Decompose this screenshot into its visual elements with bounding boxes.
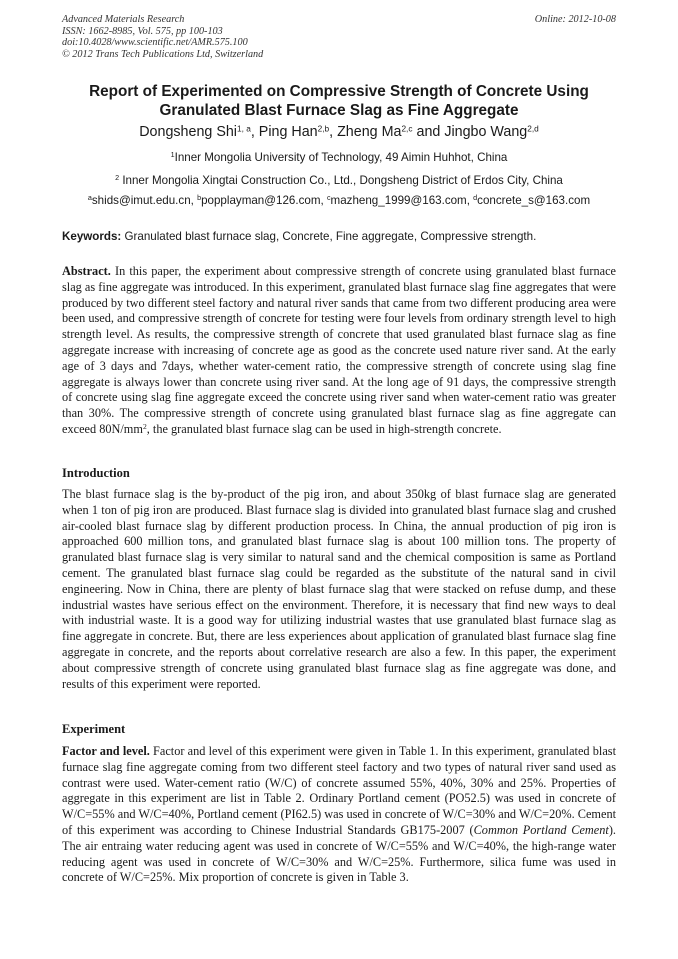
experiment-text-end: ). The air entraing water reducing agent was used in concrete of W/C=55% and W/C=40%, the high-range water reducing agent was used in concrete of W/C=30% and W/C=25%. Furthermore, silica fume was used in concrete of W/C=25%. Mix proportion of concrete is given in Table 3. <box>62 822 616 885</box>
issn: ISSN: 1662-8985, Vol. 575, pp 100-103 <box>62 25 223 37</box>
author-sup: 2,c <box>401 123 413 134</box>
email-sup: a <box>87 193 92 203</box>
author-name: Ping Han <box>258 124 318 140</box>
affiliation-2 <box>40 174 638 188</box>
email[interactable]: concrete_s@163.com <box>477 194 591 207</box>
affiliation-text: Inner Mongolia University of Technology, 49 Aimin Huhhot, China <box>174 151 508 164</box>
copyright: © 2012 Trans Tech Publications Ltd, Switzerland <box>62 48 264 60</box>
keywords-text: Granulated blast furnace slag, Concrete, Fine aggregate, Compressive strength. <box>121 230 537 243</box>
section-heading-introduction: Introduction <box>62 466 130 480</box>
author-name: Zheng Ma <box>337 124 402 140</box>
abstract-sup: 2 <box>142 421 147 431</box>
affiliation-1 <box>40 151 638 165</box>
author-name: Jingbo Wang <box>444 124 528 140</box>
section-heading-experiment: Experiment <box>62 722 126 736</box>
author-sup: 1, a <box>237 123 251 134</box>
author-separator: and <box>412 124 445 140</box>
keywords <box>62 230 616 244</box>
journal-header <box>62 14 616 60</box>
abstract-text: In this paper, the experiment about compressive strength of concrete using granulated blast furnace slag as fine aggregate was introduced. In this experiment, granulated blast furnace slag fine aggregates that were produced by two different steel factory and natural river sands that came from two different producing area were been used, and compressive strength of concrete for testing were four levels from ordinary strength level to high strength level. As results, the compressive strength of concrete that used granulated blast furnace slag as fine aggregate increase with increasing of concrete age as good as the concrete used nature river sand. At the early age of 3 days and 7days, whether water-cement ratio, the compressive strength of concrete using slag fine aggregate is always lower than concrete using river sand. At the long age of 91 days, the compressive strength of concrete using slag fine aggregate exceed the concrete using river sand when water-cement ratio was greater than 30%. The compressive strength of concrete using granulated blast furnace slag as fine aggregate can exceed 80N/mm <box>62 264 616 436</box>
email-sup: b <box>197 193 202 203</box>
email-sup: d <box>473 193 478 203</box>
author-sup: 2,b <box>317 123 330 134</box>
journal-info <box>62 14 616 60</box>
experiment-paragraph <box>62 744 616 886</box>
online-date: Online: 2012-10-08 <box>534 14 616 25</box>
author-separator: , <box>329 124 338 140</box>
affiliation-sup: 1 <box>170 150 175 160</box>
subsection-label: Factor and level. <box>62 744 150 758</box>
keywords-label: Keywords: <box>62 230 122 243</box>
email[interactable]: shids@imut.edu.cn, <box>91 194 198 207</box>
title-line-1: Report of Experimented on Compressive Strength of Concrete Using <box>89 83 589 100</box>
title-line-2: Granulated Blast Furnace Slag as Fine Aggregate <box>159 102 519 119</box>
abstract <box>62 264 616 438</box>
affiliation-sup: 2 <box>115 173 120 183</box>
journal-name: Advanced Materials Research <box>62 14 185 25</box>
email[interactable]: mazheng_1999@163.com, <box>330 194 474 207</box>
doi: doi:10.4028/www.scientific.net/AMR.575.100 <box>62 37 248 49</box>
abstract-text-end: , the granulated blast furnace slag can be used in high-strength concrete. <box>146 421 502 436</box>
affiliation-text: Inner Mongolia Xingtai Construction Co., Ltd., Dongsheng District of Erdos City, China <box>119 174 563 187</box>
introduction-paragraph: The blast furnace slag is the by-product of the pig iron, and about 350kg of blast furnace slag are generated when 1 ton of pig iron are produced. Blast furnace slag is divided into granulated blast furnace slag and crushed air-cooled blast furnace slag by different production process. In China, the annual production of pig iron is approached 600 million tons, and granulated blast furnace slag is about 100 million tons. The property of granulated blast furnace slag is very similar to natural sand and the chemical composition is same as Portland cement. The granulated blast furnace slag could be regarded as the substitute of the natural sand in civil engineering. Now in China, there are plenty of blast furnace slag that were stacked on refuse dump, and these industrial wastes have serious effect on the environment. Therefore, it is necessary that find new ways to deal with industrial waste. It is a good way for utilizing industrial wastes that use granulated blast furnace slag as fine aggregate in concrete. But, there are less experiences about application of granulated blast furnace slag fine aggregate in concrete, and the reports about correlative research are also a few. In this paper, the experiment about compressive strength of concrete using granulated blast furnace slag as fine aggregate was done, and results of this experiment were reported. <box>62 487 616 691</box>
author-name: Dongsheng Shi <box>139 124 237 140</box>
email-sup: c <box>326 193 331 203</box>
email[interactable]: popplayman@126.com, <box>201 194 327 207</box>
standard-name: Common Portland Cement <box>473 822 609 837</box>
author-sup: 2,d <box>527 123 539 134</box>
paper-title <box>62 82 616 120</box>
abstract-label: Abstract. <box>62 264 111 278</box>
author-emails <box>40 194 638 208</box>
author-list <box>62 122 616 142</box>
author-separator: , <box>250 124 259 140</box>
experiment-text: Factor and level of this experiment were given in Table 1. In this experiment, granulated blast furnace slag fine aggregate coming from two different steel factory and two types of natural river sand used as contrast were used. Water-cement ratio (W/C) of concrete assumed 55%, 40%, 30% and 25%. Properties of aggregate in this experiment are list in Table 2. Ordinary Portland cement (PO52.5) was used in concrete of W/C=55% and W/C=40%, Portland cement (PI62.5) was used in concrete of W/C=30% and W/C=20%. Cement of this experiment was according to Chinese Industrial Standards GB175-2007 ( <box>62 744 617 837</box>
